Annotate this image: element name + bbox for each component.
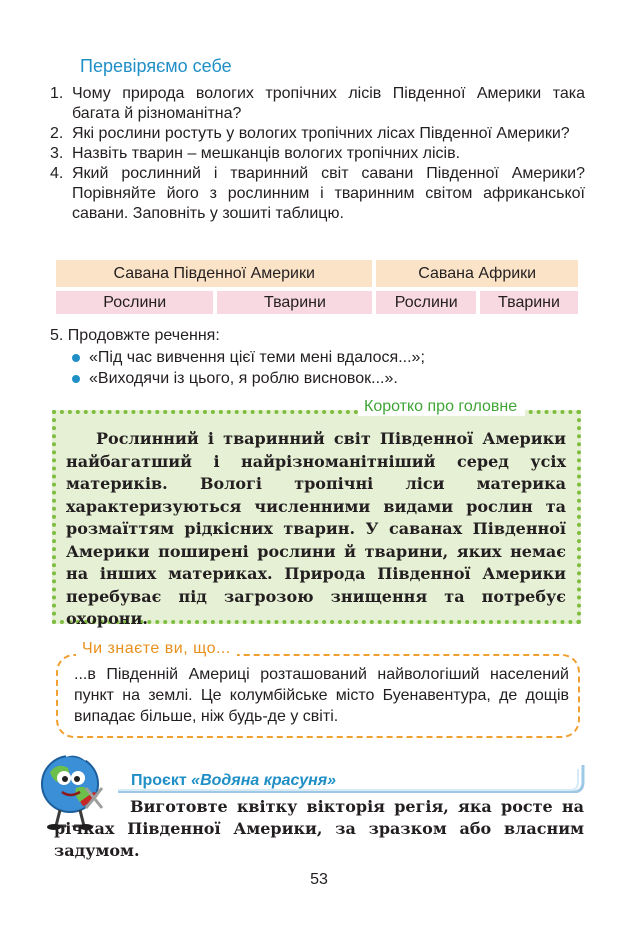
did-you-know-text: ...в Південній Америці розташований найвологіший населений пункт на землі. Це колумбійське місто Буенавентура, де дощів випадає більше, ніж будь-де у світі. — [74, 666, 569, 725]
continue-prompt — [50, 326, 220, 346]
did-you-know-title: Чи знаєте ви, що... — [76, 640, 237, 658]
questions-list — [50, 84, 585, 224]
question-text: Назвіть тварин – мешканців вологих тропічних лісів. — [72, 145, 461, 162]
project-description: Виготовте квітку вікторія регія, яка росте на річках Південної Америки, за зразком або власним задумом. — [54, 797, 584, 860]
table-cell-animals: Тварини — [217, 291, 372, 314]
table-header-africa: Савана Африки — [376, 260, 578, 287]
summary-text: Рослинний і тваринний світ Південної Америки найбагатший і найрізноманітніший серед усіх материків. Вологі тропічні ліси материка характеризуються численними видами рослин та розмаїттям рідкісних тварин. У саванах Південної Америки поширені рослини й тварини, яких немає на інших материках. Природа Південної Америки перебуває під загрозою знищення та потребує охорони. — [66, 429, 566, 628]
question-item — [50, 144, 585, 164]
bullet-dot-icon — [72, 375, 80, 383]
project-title — [131, 772, 336, 790]
question-item — [50, 124, 585, 144]
continue-number: 5. — [50, 327, 64, 344]
page-number: 53 — [310, 871, 328, 888]
question-text: Чому природа вологих тропічних лісів Південної Америки така багата й різноманітна? — [72, 85, 585, 122]
table-cell-plants: Рослини — [56, 291, 213, 314]
bullet-dot-icon — [72, 354, 80, 362]
continue-bullets — [72, 347, 425, 389]
question-number: 2. — [50, 125, 64, 142]
project-label: Проєкт — [131, 772, 192, 789]
question-item — [50, 164, 585, 224]
table-cell-plants: Рослини — [376, 291, 476, 314]
list-item — [72, 347, 425, 368]
question-text: Які рослини ростуть у вологих тропічних лісах Південної Америки? — [72, 125, 570, 142]
comparison-table — [52, 256, 582, 318]
bullet-text: «Виходячи із цього, я роблю висновок...». — [89, 370, 398, 387]
bullet-text: «Під час вивчення цієї теми мені вдалося...»; — [89, 349, 425, 366]
question-item — [50, 84, 585, 124]
table-cell-animals: Тварини — [480, 291, 578, 314]
question-text: Який рослинний і тваринний світ савани Південної Америки? Порівняйте його з рослинним і тваринним світом африканської савани. Заповніть у зошиті таблицю. — [72, 165, 585, 222]
table-header-south-america: Савана Південної Америки — [56, 260, 372, 287]
question-number: 4. — [50, 165, 64, 182]
question-number: 3. — [50, 145, 64, 162]
list-item — [72, 368, 425, 389]
continue-text: Продовжте речення: — [67, 327, 220, 344]
project-name: «Водяна красуня» — [191, 772, 337, 789]
question-number: 1. — [50, 85, 64, 102]
section-heading-check: Перевіряємо себе — [80, 56, 232, 76]
project-text — [54, 796, 584, 862]
summary-title: Коротко про головне — [358, 398, 525, 416]
